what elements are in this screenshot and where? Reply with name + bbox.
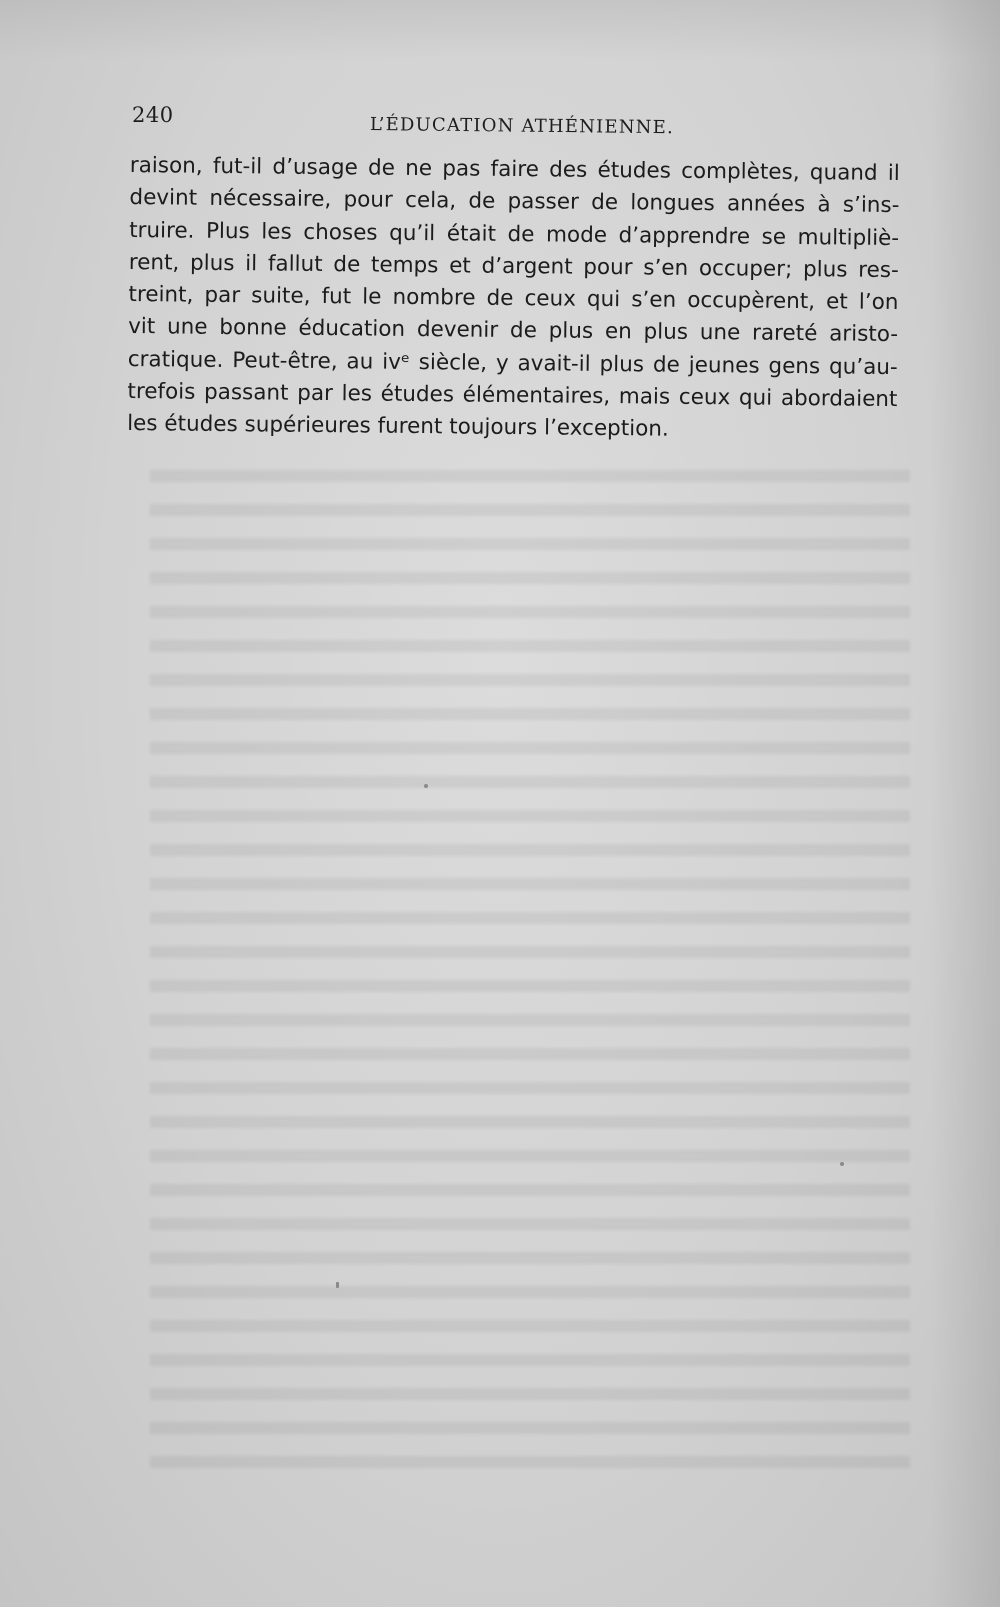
page-number: 240 — [132, 103, 174, 127]
page-edge-shadow — [930, 0, 1000, 1607]
text-line: truire. Plus les choses qu’il était de mode d’apprendre se multipliè- — [129, 217, 900, 251]
text-line: cratique. Peut-être, au ivᵉ siècle, y avait-il plus de jeunes gens qu’au- — [127, 346, 898, 380]
page-top-shadow — [0, 0, 1000, 60]
text-line: raison, fut-il d’usage de ne pas faire des études complètes, quand il — [129, 152, 900, 187]
body-paragraph — [127, 150, 900, 449]
paper-speck — [424, 784, 428, 788]
paper-speck — [336, 1282, 339, 1288]
text-line: les études supérieures furent toujours l’exception. — [127, 411, 669, 443]
paper-speck — [840, 1162, 844, 1166]
text-line: devint nécessaire, pour cela, de passer de longues années à s’ins- — [129, 185, 900, 219]
text-line: rent, plus il fallut de temps et d’argent pour s’en occuper; plus res- — [128, 249, 899, 283]
text-line: vit une bonne éducation devenir de plus en plus une rareté aristo- — [128, 314, 899, 348]
show-through-texture — [150, 470, 910, 1470]
running-title: L’ÉDUCATION ATHÉNIENNE. — [369, 114, 675, 139]
text-line: treint, par suite, fut le nombre de ceux qui s’en occupèrent, et l’on — [128, 282, 899, 316]
text-line: trefois passant par les études élémentaires, mais ceux qui abordaient — [127, 379, 898, 413]
